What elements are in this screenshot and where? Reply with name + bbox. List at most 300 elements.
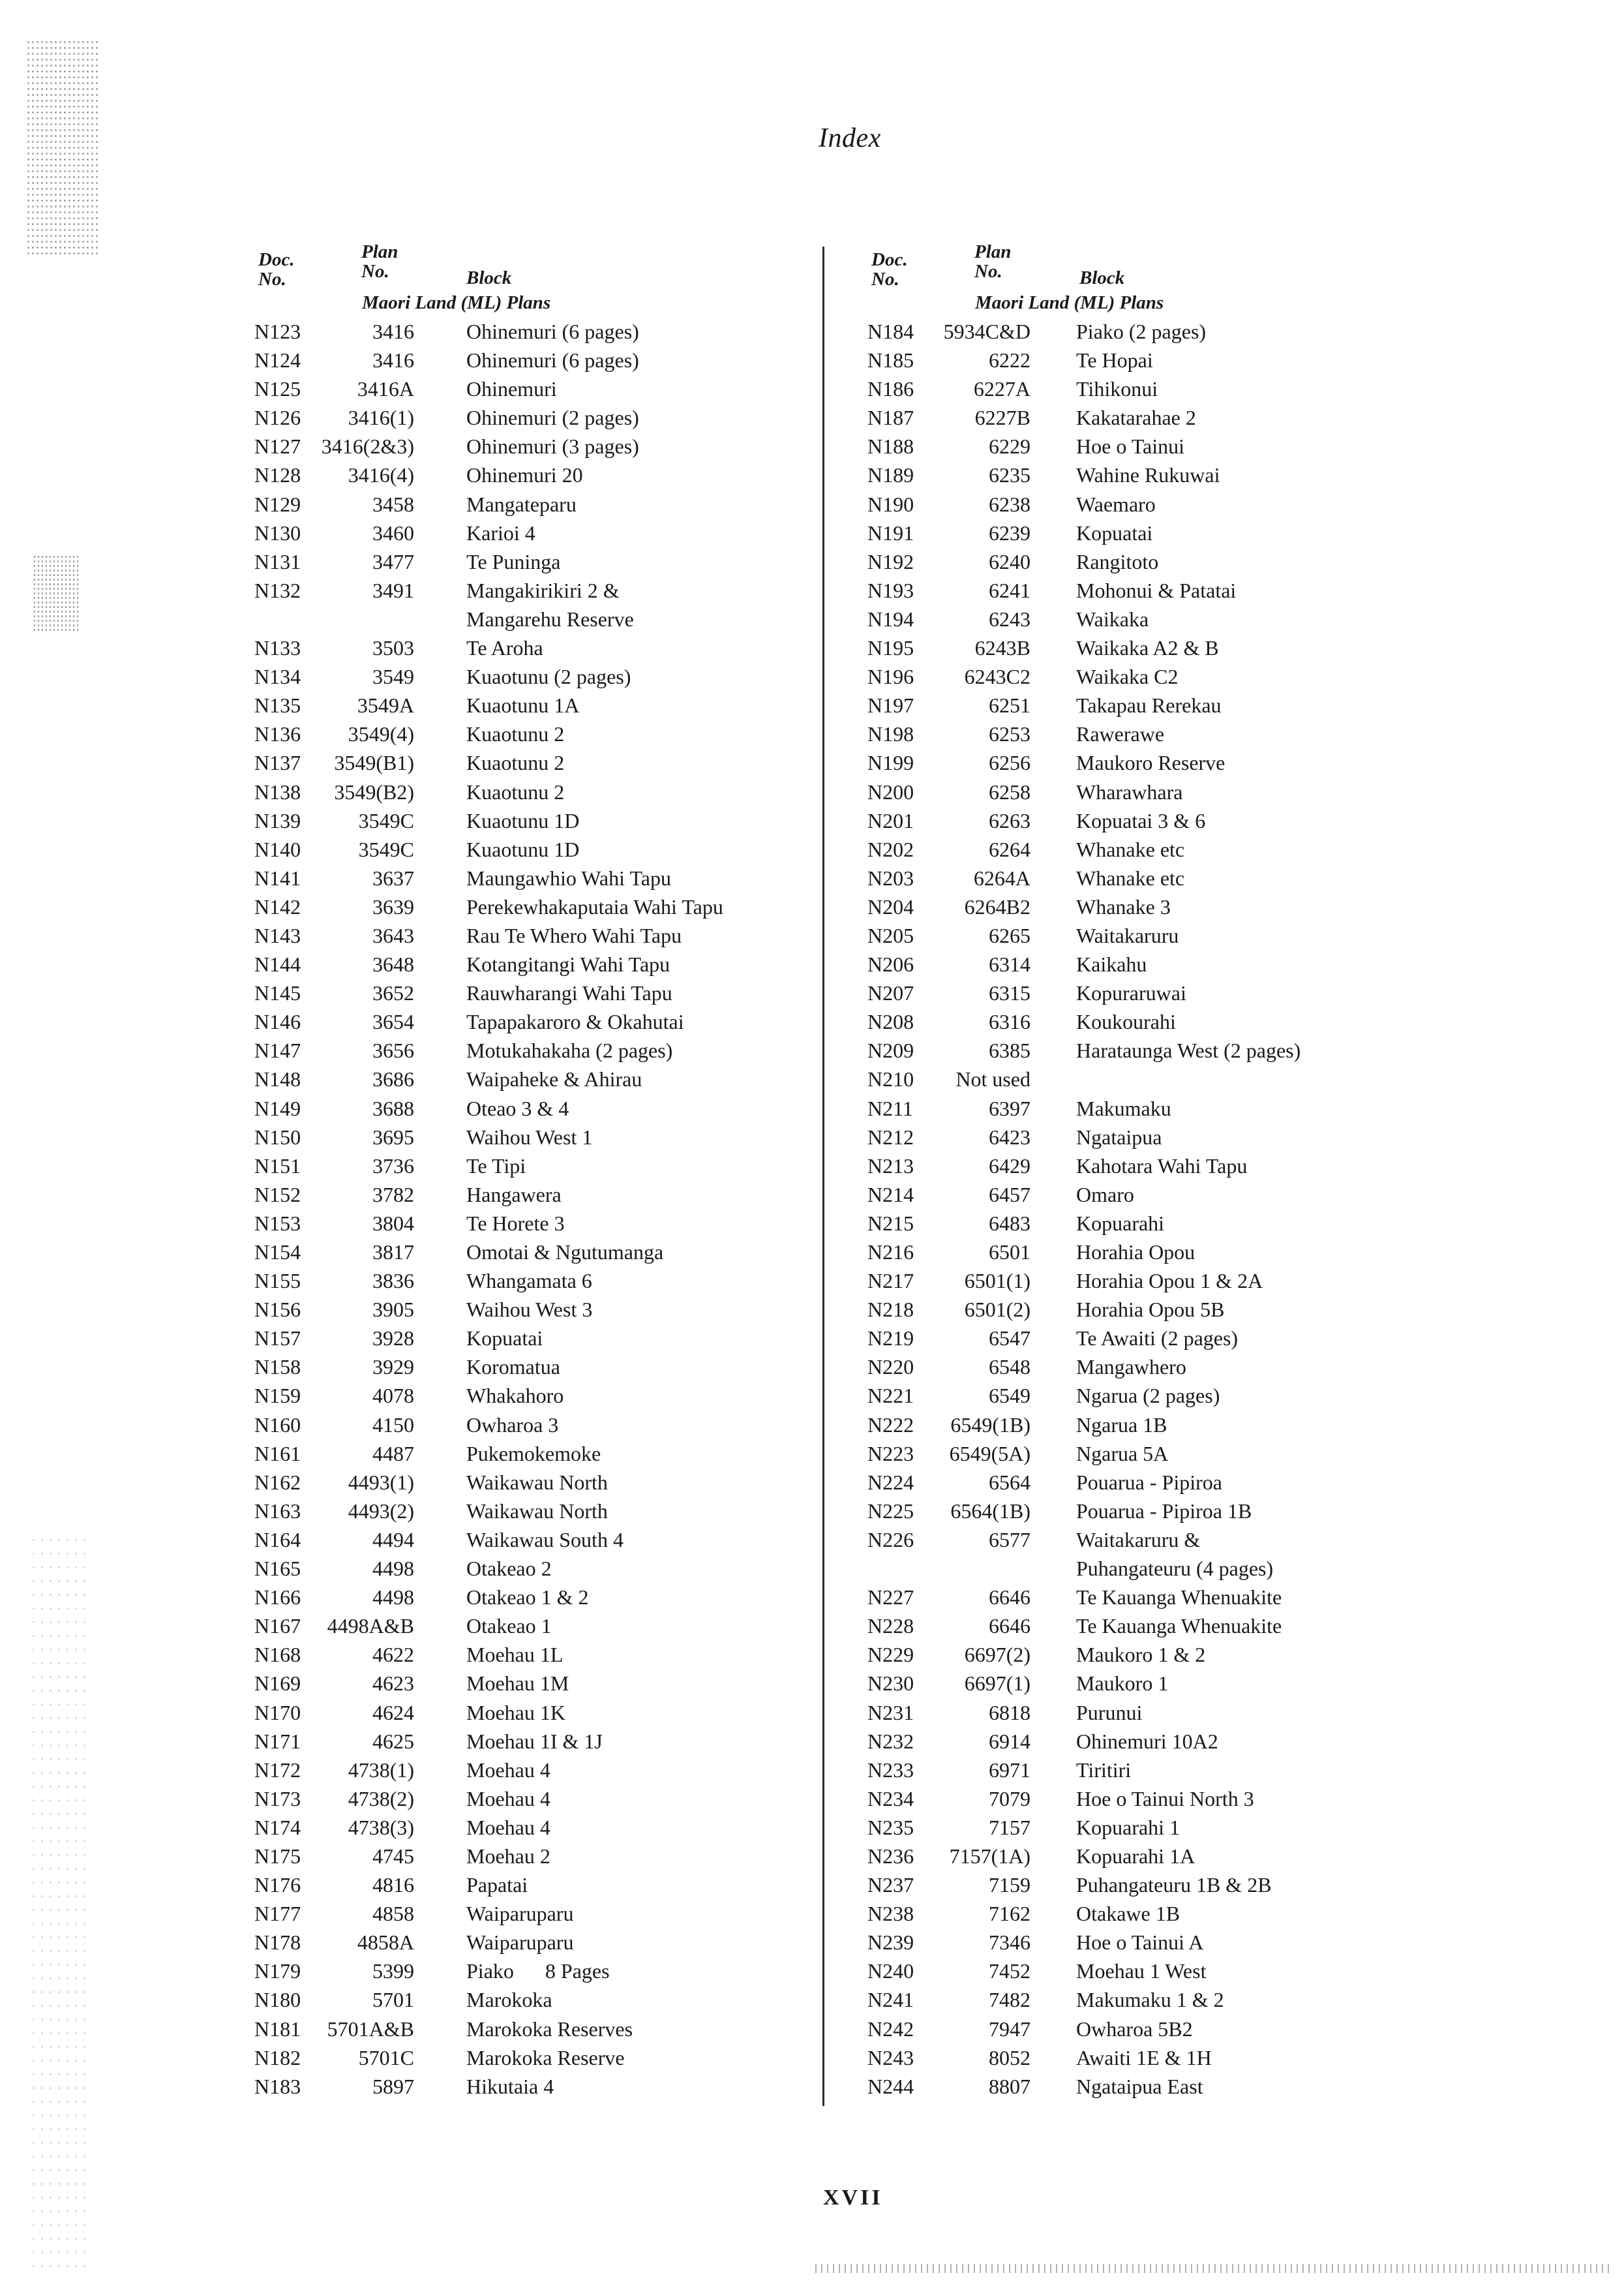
block-name: Kuaotunu 2 <box>466 751 565 775</box>
plan-number: 6697(1) <box>964 1671 1030 1696</box>
index-entry <box>867 1842 1454 1870</box>
doc-number: N146 <box>254 1010 301 1034</box>
doc-number: N131 <box>254 549 301 573</box>
index-entry <box>254 806 828 835</box>
index-entry <box>254 1525 828 1554</box>
index-entry <box>254 490 828 519</box>
block-name: Waikaka C2 <box>1076 665 1179 689</box>
index-entry <box>867 950 1454 979</box>
doc-number: N158 <box>254 1355 301 1379</box>
plan-number: 6429 <box>989 1153 1030 1178</box>
section-label: Maori Land (ML) Plans <box>362 292 551 313</box>
plan-number: 6646 <box>989 1614 1030 1638</box>
plan-number: 3549C <box>358 837 414 861</box>
doc-number: N207 <box>867 981 914 1005</box>
doc-number: N166 <box>254 1585 301 1609</box>
index-entry <box>867 1209 1454 1238</box>
block-name: Makumaku <box>1076 1096 1171 1120</box>
doc-number: N213 <box>867 1153 914 1178</box>
block-name: Moehau 1 West <box>1076 1959 1207 1983</box>
doc-number: N208 <box>867 1010 914 1034</box>
plan-number: 4498A&B <box>327 1614 414 1638</box>
plan-number: 3460 <box>372 521 414 545</box>
plan-number: 3491 <box>372 578 414 602</box>
block-name: Pouarua - Pipiroa <box>1076 1470 1222 1494</box>
plan-number: 6971 <box>989 1758 1030 1782</box>
plan-number: 6577 <box>989 1527 1030 1551</box>
block-name: Piako (2 pages) <box>1076 320 1207 343</box>
plan-number: 8807 <box>989 2074 1030 2098</box>
block-name: Whanake etc <box>1076 866 1185 890</box>
doc-number: N200 <box>867 780 914 804</box>
column-header <box>867 235 1454 288</box>
plan-number: 4487 <box>372 1441 414 1465</box>
doc-number: N193 <box>867 578 914 602</box>
index-entry <box>867 461 1454 489</box>
plan-number: 6240 <box>989 549 1030 573</box>
doc-number: N176 <box>254 1873 301 1897</box>
plan-number: 3549C <box>358 808 414 832</box>
plan-number: 5701A&B <box>327 2017 414 2041</box>
index-entry <box>254 921 828 950</box>
index-entry <box>867 1123 1454 1152</box>
doc-number: N134 <box>254 665 301 689</box>
index-entry <box>867 720 1454 748</box>
block-name: Otakawe 1B <box>1076 1902 1180 1926</box>
block-name: Kopuatai 3 & 6 <box>1076 808 1206 832</box>
index-entry <box>254 662 828 691</box>
block-name: Koromatua <box>466 1355 560 1379</box>
doc-number: N184 <box>867 320 914 343</box>
doc-number: N186 <box>867 377 914 401</box>
index-entry <box>867 403 1454 432</box>
block-name: Makumaku 1 & 2 <box>1076 1988 1224 2012</box>
doc-number: N181 <box>254 2017 301 2041</box>
plan-number: 4624 <box>372 1700 414 1724</box>
block-name: Koukourahi <box>1076 1010 1176 1034</box>
plan-number: 8052 <box>989 2045 1030 2069</box>
doc-number: N147 <box>254 1039 301 1063</box>
block-name: Moehau 4 <box>466 1786 550 1810</box>
doc-number: N239 <box>867 1930 914 1955</box>
index-entry <box>867 1295 1454 1324</box>
index-entry <box>254 576 828 633</box>
block-name: Mangakirikiri 2 & <box>466 578 620 602</box>
index-entry <box>867 1180 1454 1209</box>
block-name: Wahine Rukuwai <box>1076 463 1220 487</box>
block-name: Waemaro <box>1076 492 1156 516</box>
plan-number: 6241 <box>989 578 1030 602</box>
block-name: Pukemokemoke <box>466 1441 601 1465</box>
index-entry <box>867 432 1454 461</box>
index-entry <box>254 1497 828 1525</box>
plan-number: 3736 <box>372 1153 414 1178</box>
doc-number: N217 <box>867 1269 914 1293</box>
plan-number: 6501(1) <box>964 1269 1030 1293</box>
plan-number: 3637 <box>372 866 414 890</box>
index-entry <box>254 2072 828 2101</box>
doc-number: N161 <box>254 1441 301 1465</box>
plan-number: 3905 <box>372 1298 414 1322</box>
doc-number: N139 <box>254 808 301 832</box>
index-entry <box>867 864 1454 892</box>
doc-number: N192 <box>867 549 914 573</box>
column-header <box>254 235 828 288</box>
block-name: Waikawau North <box>466 1499 608 1523</box>
index-entry <box>254 547 828 576</box>
plan-number: 7159 <box>989 1873 1030 1897</box>
block-name: Kuaotunu (2 pages) <box>466 665 631 689</box>
index-entry <box>867 1727 1454 1756</box>
doc-number: N219 <box>867 1326 914 1350</box>
plan-number: 3928 <box>372 1326 414 1350</box>
doc-number: N241 <box>867 1988 914 2012</box>
block-name: Whanake etc <box>1076 837 1185 861</box>
plan-number: 3656 <box>372 1039 414 1063</box>
plan-number: 6251 <box>989 694 1030 718</box>
doc-number: N174 <box>254 1815 301 1839</box>
index-entry <box>867 806 1454 835</box>
block-name: Kuaotunu 1D <box>466 837 580 861</box>
block-name: Kopuarahi 1 <box>1076 1815 1180 1839</box>
section-label: Maori Land (ML) Plans <box>975 292 1164 313</box>
plan-no-header-line2: No. <box>974 261 1002 282</box>
doc-number: N229 <box>867 1643 914 1667</box>
plan-number: 3416(1) <box>348 406 414 430</box>
plan-number: 6239 <box>989 521 1030 545</box>
index-entry <box>254 432 828 461</box>
plan-number: 7947 <box>989 2017 1030 2041</box>
plan-number: 6264B2 <box>964 894 1030 919</box>
plan-number: 4858A <box>357 1930 414 1955</box>
doc-number: N237 <box>867 1873 914 1897</box>
index-entry <box>254 1640 828 1669</box>
plan-number: 4622 <box>372 1643 414 1667</box>
plan-number: 6229 <box>989 435 1030 459</box>
index-entry <box>867 1094 1454 1123</box>
block-name: Kotangitangi Wahi Tapu <box>466 953 670 977</box>
doc-number: N190 <box>867 492 914 516</box>
index-entry <box>867 1985 1454 2014</box>
doc-number: N201 <box>867 808 914 832</box>
index-entry <box>867 1870 1454 1899</box>
block-name: Otakeao 2 <box>466 1557 552 1581</box>
block-name: Horahia Opou 1 & 2A <box>1076 1269 1263 1293</box>
doc-number: N204 <box>867 894 914 919</box>
plan-number: 6564 <box>989 1470 1030 1494</box>
block-name: Mangawhero <box>1076 1355 1186 1379</box>
plan-number: 4858 <box>372 1902 414 1926</box>
block-name: Te Kauanga Whenuakite <box>1076 1614 1282 1638</box>
index-entry <box>867 835 1454 864</box>
index-entry <box>254 1928 828 1957</box>
doc-number: N226 <box>867 1527 914 1551</box>
block-name: Maukoro Reserve <box>1076 751 1226 775</box>
block-name: Ngataipua East <box>1076 2074 1203 2098</box>
plan-number: 7162 <box>989 1902 1030 1926</box>
index-entry <box>867 1611 1454 1640</box>
index-entry <box>254 1065 828 1093</box>
block-name: Harataunga West (2 pages) <box>1076 1039 1301 1063</box>
doc-number: N222 <box>867 1412 914 1437</box>
index-entry <box>254 2015 828 2043</box>
index-entry <box>867 633 1454 662</box>
block-name: Ngarua (2 pages) <box>1076 1384 1220 1408</box>
index-entry <box>254 403 828 432</box>
block-name: Moehau 1I & 1J <box>466 1729 603 1753</box>
plan-number: 6243B <box>974 636 1030 660</box>
index-entry <box>867 1698 1454 1727</box>
doc-number: N167 <box>254 1614 301 1638</box>
block-name: Rangitoto <box>1076 549 1159 573</box>
doc-number: N218 <box>867 1298 914 1322</box>
block-name: Omotai & Ngutumanga <box>466 1240 664 1264</box>
index-entry <box>867 1784 1454 1813</box>
block-name: Horahia Opou <box>1076 1240 1195 1264</box>
doc-number: N173 <box>254 1786 301 1810</box>
block-name: Tihikonui <box>1076 377 1158 401</box>
doc-number: N175 <box>254 1844 301 1868</box>
plan-number: 6227A <box>973 377 1030 401</box>
plan-number: 6227B <box>974 406 1030 430</box>
index-entry <box>254 1381 828 1410</box>
block-name: Waitakaruru & <box>1076 1527 1201 1551</box>
block-header: Block <box>466 267 512 288</box>
block-name: Rau Te Whero Wahi Tapu <box>466 923 682 947</box>
index-entry <box>867 979 1454 1007</box>
doc-number: N182 <box>254 2045 301 2069</box>
plan-number: 5399 <box>372 1959 414 1983</box>
doc-number: N136 <box>254 722 301 746</box>
doc-no-header-line1: Doc. <box>871 249 908 270</box>
index-entry <box>867 691 1454 720</box>
block-name: Kaikahu <box>1076 953 1147 977</box>
doc-number: N159 <box>254 1384 301 1408</box>
plan-number: 3416(2&3) <box>321 435 414 459</box>
block-name: Ngarua 5A <box>1076 1441 1169 1465</box>
plan-number: 6646 <box>989 1585 1030 1609</box>
doc-number: N183 <box>254 2074 301 2098</box>
plan-number: 3652 <box>372 981 414 1005</box>
doc-number: N164 <box>254 1527 301 1551</box>
block-name: Moehau 4 <box>466 1758 550 1782</box>
index-entry <box>254 346 828 374</box>
index-entry <box>867 2072 1454 2101</box>
index-entry <box>254 1669 828 1698</box>
doc-number: N153 <box>254 1211 301 1235</box>
doc-number: N188 <box>867 435 914 459</box>
plan-number: 5701 <box>372 1988 414 2012</box>
doc-number: N209 <box>867 1039 914 1063</box>
doc-number: N211 <box>867 1096 913 1120</box>
doc-number: N233 <box>867 1758 914 1782</box>
plan-number: 3804 <box>372 1211 414 1235</box>
scan-artifact <box>26 39 98 254</box>
doc-number: N235 <box>867 1815 914 1839</box>
plan-number: 3817 <box>372 1240 414 1264</box>
plan-number: 3549 <box>372 665 414 689</box>
index-entry <box>254 317 828 346</box>
index-entry <box>254 1352 828 1381</box>
plan-number: 3416(4) <box>348 463 414 487</box>
block-name: Owharoa 5B2 <box>1076 2017 1193 2041</box>
block-name: Ohinemuri 20 <box>466 463 583 487</box>
index-entry <box>254 1899 828 1928</box>
block-name: Kopuarahi <box>1076 1211 1165 1235</box>
block-name: Kopuatai <box>1076 521 1153 545</box>
doc-number: N155 <box>254 1269 301 1293</box>
doc-number: N141 <box>254 866 301 890</box>
plan-number: 5897 <box>372 2074 414 2098</box>
plan-number: 7157(1A) <box>949 1844 1030 1868</box>
block-name: Marokoka <box>466 1988 552 2012</box>
doc-number: N203 <box>867 866 914 890</box>
index-rows <box>254 317 828 2101</box>
doc-number: N162 <box>254 1470 301 1494</box>
block-name: Ngarua 1B <box>1076 1412 1167 1437</box>
block-name: Whanake 3 <box>1076 894 1171 919</box>
index-entry <box>254 691 828 720</box>
doc-number: N149 <box>254 1096 301 1120</box>
index-entry <box>867 1583 1454 1611</box>
plan-number: 4745 <box>372 1844 414 1868</box>
index-entry <box>867 317 1454 346</box>
plan-number: 5701C <box>358 2045 414 2069</box>
index-entry <box>254 1870 828 1899</box>
index-column-right <box>867 235 1454 2101</box>
index-entry <box>254 1842 828 1870</box>
plan-number: 6397 <box>989 1096 1030 1120</box>
block-name: Moehau 4 <box>466 1815 550 1839</box>
plan-number: 6238 <box>989 492 1030 516</box>
index-entry <box>254 950 828 979</box>
doc-no-header-line2: No. <box>871 269 899 290</box>
block-name: Kuaotunu 1A <box>466 694 580 718</box>
index-entry <box>254 864 828 892</box>
index-entry <box>254 1727 828 1756</box>
plan-number: 4738(1) <box>348 1758 414 1782</box>
block-name: Ohinemuri 10A2 <box>1076 1729 1218 1753</box>
plan-number: 6316 <box>989 1010 1030 1034</box>
scan-artifact <box>33 555 78 633</box>
doc-number: N179 <box>254 1959 301 1983</box>
plan-number: Not used <box>955 1067 1030 1091</box>
doc-number: N148 <box>254 1067 301 1091</box>
plan-number: 3929 <box>372 1355 414 1379</box>
block-name: Kahotara Wahi Tapu <box>1076 1153 1248 1178</box>
block-name: Hikutaia 4 <box>466 2074 554 2098</box>
doc-number: N215 <box>867 1211 914 1235</box>
doc-number: N168 <box>254 1643 301 1667</box>
block-name: Ohinemuri (3 pages) <box>466 435 639 459</box>
block-name: Hoe o Tainui <box>1076 435 1185 459</box>
plan-number: 7346 <box>989 1930 1030 1955</box>
block-name: Marokoka Reserve <box>466 2045 625 2069</box>
index-entry <box>254 778 828 806</box>
block-name: Takapau Rerekau <box>1076 694 1222 718</box>
block-name: Moehau 2 <box>466 1844 550 1868</box>
plan-number: 6264A <box>973 866 1030 890</box>
index-entry <box>867 490 1454 519</box>
block-name: Waihou West 3 <box>466 1298 593 1322</box>
index-entry <box>254 979 828 1007</box>
plan-number: 3458 <box>372 492 414 516</box>
doc-number: N145 <box>254 981 301 1005</box>
block-name: Oteao 3 & 4 <box>466 1096 569 1120</box>
plan-number: 5934C&D <box>943 320 1030 343</box>
index-entry <box>254 1985 828 2014</box>
doc-number: N150 <box>254 1125 301 1149</box>
doc-number: N170 <box>254 1700 301 1724</box>
doc-number: N171 <box>254 1729 301 1753</box>
block-name: Kuaotunu 2 <box>466 780 565 804</box>
index-entry <box>867 346 1454 374</box>
doc-number: N128 <box>254 463 301 487</box>
index-entry <box>254 1784 828 1813</box>
doc-number: N160 <box>254 1412 301 1437</box>
block-name: Horahia Opou 5B <box>1076 1298 1225 1322</box>
block-name: Te Tipi <box>466 1153 526 1178</box>
doc-number: N126 <box>254 406 301 430</box>
index-entry <box>254 1324 828 1352</box>
plan-number: 3549(B2) <box>334 780 414 804</box>
plan-number: 4498 <box>372 1557 414 1581</box>
doc-number: N206 <box>867 953 914 977</box>
block-name: Whakahoro <box>466 1384 564 1408</box>
doc-number: N177 <box>254 1902 301 1926</box>
plan-number: 6265 <box>989 923 1030 947</box>
plan-no-header-line2: No. <box>361 261 389 282</box>
page-title: Index <box>819 123 881 153</box>
doc-number: N189 <box>867 463 914 487</box>
index-entry <box>867 1324 1454 1352</box>
block-name: Rawerawe <box>1076 722 1165 746</box>
plan-number: 3416 <box>372 320 414 343</box>
index-entry <box>867 547 1454 576</box>
block-name: Awaiti 1E & 1H <box>1076 2045 1212 2069</box>
block-name: Waihou West 1 <box>466 1125 593 1149</box>
index-entry <box>254 1583 828 1611</box>
index-entry <box>867 1468 1454 1497</box>
block-name: Moehau 1L <box>466 1643 564 1667</box>
scan-artifact <box>29 1533 88 2270</box>
plan-number: 6385 <box>989 1039 1030 1063</box>
block-name: Otakeao 1 & 2 <box>466 1585 589 1609</box>
plan-number: 6564(1B) <box>950 1499 1030 1523</box>
doc-number: N199 <box>867 751 914 775</box>
doc-number: N232 <box>867 1729 914 1753</box>
plan-number: 3416A <box>357 377 414 401</box>
plan-number: 6549(5A) <box>949 1441 1030 1465</box>
plan-number: 6914 <box>989 1729 1030 1753</box>
index-entry <box>254 1266 828 1295</box>
plan-number: 3549(B1) <box>334 751 414 775</box>
block-name-continued: Puhangateuru (4 pages) <box>1076 1556 1274 1580</box>
block-name: Ohinemuri (6 pages) <box>466 320 639 343</box>
block-name: Te Kauanga Whenuakite <box>1076 1585 1282 1609</box>
index-entry <box>254 1957 828 1985</box>
plan-number: 6253 <box>989 722 1030 746</box>
plan-number: 3688 <box>372 1096 414 1120</box>
index-rows <box>867 317 1454 2101</box>
index-entry <box>867 1957 1454 1985</box>
block-name: Te Puninga <box>466 549 561 573</box>
block-name: Waikawau North <box>466 1470 608 1494</box>
plan-number: 3654 <box>372 1010 414 1034</box>
plan-number: 7452 <box>989 1959 1030 1983</box>
doc-number: N236 <box>867 1844 914 1868</box>
block-name: Te Aroha <box>466 636 543 660</box>
